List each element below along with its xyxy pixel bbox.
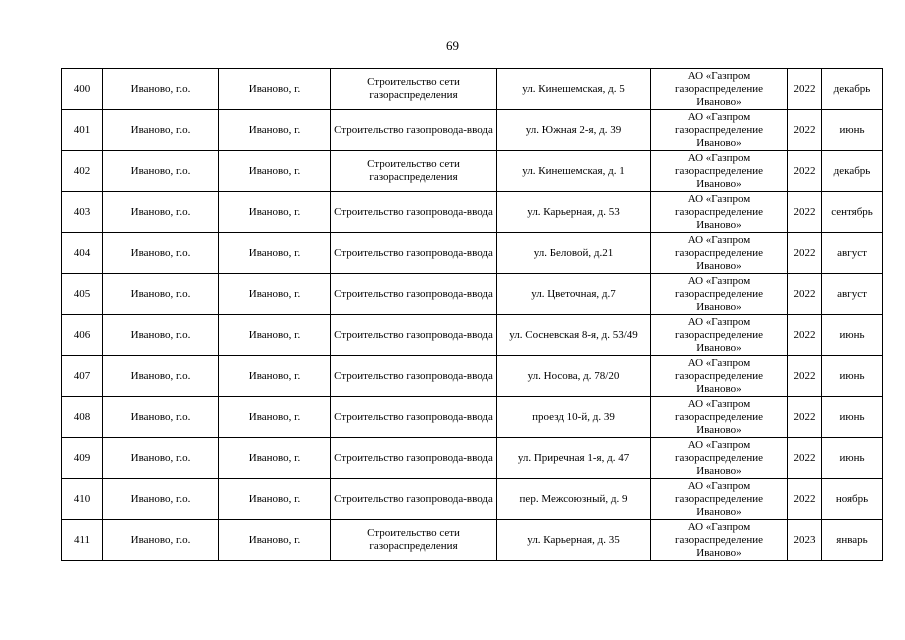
organization-line: Иваново» [696,546,742,559]
work-type-cell: Строительство сети газораспределения [331,151,497,192]
address-cell: проезд 10-й, д. 39 [497,397,651,438]
row-number: 405 [62,274,103,315]
organization-line: газораспределение [674,328,764,341]
address-cell: ул. Южная 2-я, д. 39 [497,110,651,151]
address-cell: ул. Кинешемская, д. 5 [497,69,651,110]
municipality-cell: Иваново, г.о. [103,438,219,479]
organization-line: АО «Газпром [687,520,751,533]
locality-cell: Иваново, г. [219,520,331,561]
municipality-cell: Иваново, г.о. [103,69,219,110]
work-type-cell: Строительство газопровода-ввода [331,479,497,520]
work-type-cell: Строительство сети газораспределения [331,520,497,561]
organization-line: газораспределение [674,451,764,464]
month-cell: август [822,233,883,274]
organization-line: АО «Газпром [687,233,751,246]
municipality-cell: Иваново, г.о. [103,315,219,356]
table-row [62,356,883,397]
organization-line: АО «Газпром [687,69,751,82]
locality-cell: Иваново, г. [219,315,331,356]
locality-cell: Иваново, г. [219,438,331,479]
address-cell: пер. Межсоюзный, д. 9 [497,479,651,520]
locality-cell: Иваново, г. [219,233,331,274]
municipality-cell: Иваново, г.о. [103,151,219,192]
month-cell: сентябрь [822,192,883,233]
organization-line: АО «Газпром [687,397,751,410]
table-row [62,520,883,561]
work-type-cell: Строительство газопровода-ввода [331,356,497,397]
organization-line: АО «Газпром [687,479,751,492]
organization-line: газораспределение [674,246,764,259]
organization-cell [651,438,788,479]
organization-line: Иваново» [696,259,742,272]
work-type-cell: Строительство газопровода-ввода [331,274,497,315]
address-cell: ул. Карьерная, д. 53 [497,192,651,233]
organization-line: газораспределение [674,369,764,382]
municipality-cell: Иваново, г.о. [103,233,219,274]
year-cell: 2022 [788,69,822,110]
organization-line: АО «Газпром [687,438,751,451]
row-number: 402 [62,151,103,192]
municipality-cell: Иваново, г.о. [103,192,219,233]
organization-line: Иваново» [696,382,742,395]
year-cell: 2022 [788,151,822,192]
address-cell: ул. Приречная 1-я, д. 47 [497,438,651,479]
year-cell: 2022 [788,315,822,356]
work-type-cell: Строительство сети газораспределения [331,69,497,110]
organization-line: газораспределение [674,492,764,505]
organization-line: Иваново» [696,136,742,149]
organization-line: АО «Газпром [687,274,751,287]
address-cell: ул. Кинешемская, д. 1 [497,151,651,192]
table-row [62,397,883,438]
row-number: 407 [62,356,103,397]
table-row [62,69,883,110]
address-cell: ул. Карьерная, д. 35 [497,520,651,561]
organization-cell [651,151,788,192]
municipality-cell: Иваново, г.о. [103,110,219,151]
year-cell: 2023 [788,520,822,561]
locality-cell: Иваново, г. [219,479,331,520]
organization-line: газораспределение [674,82,764,95]
year-cell: 2022 [788,356,822,397]
work-type-cell: Строительство газопровода-ввода [331,315,497,356]
table-row [62,151,883,192]
organization-line: АО «Газпром [687,151,751,164]
address-cell: ул. Носова, д. 78/20 [497,356,651,397]
month-cell: август [822,274,883,315]
year-cell: 2022 [788,110,822,151]
locality-cell: Иваново, г. [219,397,331,438]
month-cell: ноябрь [822,479,883,520]
row-number: 409 [62,438,103,479]
organization-cell [651,479,788,520]
organization-line: АО «Газпром [687,356,751,369]
row-number: 408 [62,397,103,438]
organization-cell [651,110,788,151]
work-type-cell: Строительство газопровода-ввода [331,233,497,274]
year-cell: 2022 [788,274,822,315]
organization-line: газораспределение [674,410,764,423]
organization-line: Иваново» [696,300,742,313]
locality-cell: Иваново, г. [219,356,331,397]
locality-cell: Иваново, г. [219,192,331,233]
month-cell: июнь [822,438,883,479]
organization-line: Иваново» [696,423,742,436]
organization-line: газораспределение [674,287,764,300]
organization-line: газораспределение [674,123,764,136]
table-row [62,479,883,520]
table-row [62,438,883,479]
work-type-cell: Строительство газопровода-ввода [331,192,497,233]
row-number: 403 [62,192,103,233]
table-body [62,69,883,561]
address-cell: ул. Беловой, д.21 [497,233,651,274]
organization-cell [651,520,788,561]
municipality-cell: Иваново, г.о. [103,356,219,397]
work-type-cell: Строительство газопровода-ввода [331,110,497,151]
page-number: 69 [446,38,459,53]
organization-cell [651,69,788,110]
organization-cell [651,356,788,397]
year-cell: 2022 [788,438,822,479]
row-number: 404 [62,233,103,274]
locality-cell: Иваново, г. [219,151,331,192]
work-type-cell: Строительство газопровода-ввода [331,438,497,479]
row-number: 410 [62,479,103,520]
month-cell: январь [822,520,883,561]
table-row [62,110,883,151]
month-cell: июнь [822,397,883,438]
locality-cell: Иваново, г. [219,69,331,110]
organization-line: газораспределение [674,533,764,546]
organization-line: Иваново» [696,505,742,518]
gas-construction-table [61,68,883,561]
row-number: 411 [62,520,103,561]
table-row [62,233,883,274]
work-type-cell: Строительство газопровода-ввода [331,397,497,438]
organization-cell [651,192,788,233]
organization-cell [651,397,788,438]
organization-cell [651,315,788,356]
row-number: 400 [62,69,103,110]
table-row [62,192,883,233]
municipality-cell: Иваново, г.о. [103,479,219,520]
year-cell: 2022 [788,233,822,274]
organization-line: Иваново» [696,464,742,477]
municipality-cell: Иваново, г.о. [103,520,219,561]
organization-line: АО «Газпром [687,315,751,328]
address-cell: ул. Сосневская 8-я, д. 53/49 [497,315,651,356]
month-cell: июнь [822,356,883,397]
month-cell: декабрь [822,151,883,192]
locality-cell: Иваново, г. [219,110,331,151]
municipality-cell: Иваново, г.о. [103,397,219,438]
organization-line: Иваново» [696,95,742,108]
year-cell: 2022 [788,397,822,438]
month-cell: декабрь [822,69,883,110]
organization-line: АО «Газпром [687,110,751,123]
table-row [62,274,883,315]
table-row [62,315,883,356]
row-number: 401 [62,110,103,151]
organization-line: АО «Газпром [687,192,751,205]
organization-cell [651,233,788,274]
municipality-cell: Иваново, г.о. [103,274,219,315]
row-number: 406 [62,315,103,356]
locality-cell: Иваново, г. [219,274,331,315]
organization-line: газораспределение [674,205,764,218]
organization-line: Иваново» [696,341,742,354]
month-cell: июнь [822,110,883,151]
organization-line: Иваново» [696,177,742,190]
organization-line: газораспределение [674,164,764,177]
year-cell: 2022 [788,192,822,233]
address-cell: ул. Цветочная, д.7 [497,274,651,315]
organization-cell [651,274,788,315]
year-cell: 2022 [788,479,822,520]
organization-line: Иваново» [696,218,742,231]
month-cell: июнь [822,315,883,356]
